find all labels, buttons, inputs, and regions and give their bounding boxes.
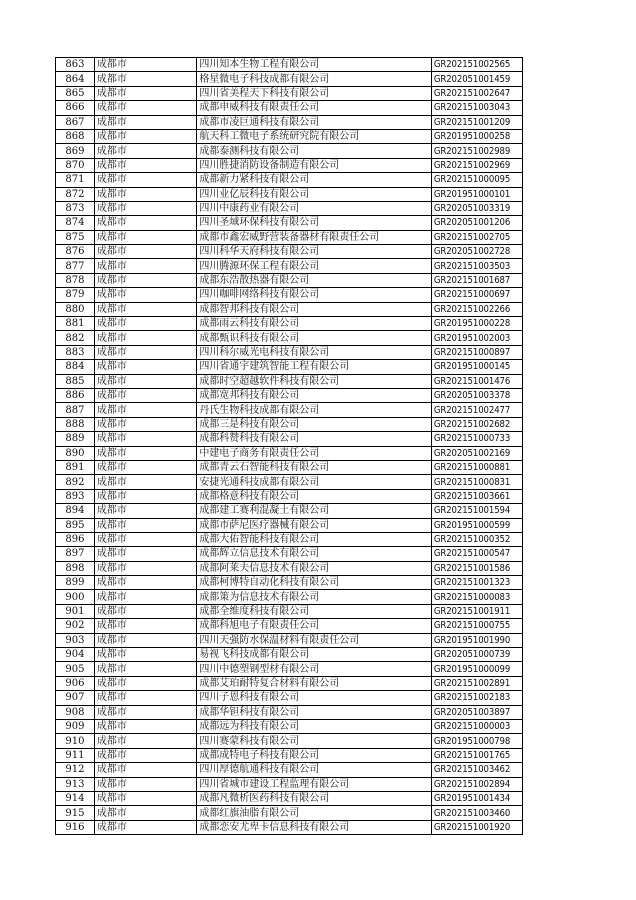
row-city: 成都市 [94,691,196,705]
table-row [56,216,523,230]
row-certificate-code: GR202051002728 [431,245,522,259]
table-row [56,691,523,705]
row-number: 916 [56,820,95,834]
row-certificate-code: GR202151000733 [431,432,522,446]
table-row [56,777,523,791]
row-city: 成都市 [94,288,196,302]
row-company-name: 成都全维度科技有限公司 [197,604,432,618]
row-city: 成都市 [94,403,196,417]
table-row [56,576,523,590]
row-certificate-code: GR202051003897 [431,705,522,719]
row-city: 成都市 [94,345,196,359]
row-number: 867 [56,115,95,129]
row-certificate-code: GR202151003043 [431,101,522,115]
row-number: 900 [56,590,95,604]
row-number: 878 [56,273,95,287]
row-certificate-code: GR202151002705 [431,230,522,244]
row-city: 成都市 [94,604,196,618]
row-company-name: 成都时空超越软件科技有限公司 [197,374,432,388]
row-certificate-code: GR202151001911 [431,604,522,618]
row-company-name: 成都青云石智能科技有限公司 [197,460,432,474]
row-company-name: 四川省美程天下科技有限公司 [197,86,432,100]
table-row [56,403,523,417]
row-company-name: 成都艾珀耐特复合材料有限公司 [197,676,432,690]
row-certificate-code: GR202151002894 [431,777,522,791]
table-row [56,417,523,431]
table-row [56,432,523,446]
row-company-name: 四川子恩科技有限公司 [197,691,432,705]
table-row [56,72,523,86]
row-city: 成都市 [94,317,196,331]
row-city: 成都市 [94,734,196,748]
row-company-name: 成都甄识科技有限公司 [197,331,432,345]
row-certificate-code: GR202151000003 [431,719,522,733]
row-number: 865 [56,86,95,100]
row-company-name: 成都智邦科技有限公司 [197,302,432,316]
row-city: 成都市 [94,460,196,474]
row-number: 879 [56,288,95,302]
row-certificate-code: GR202151003503 [431,259,522,273]
row-number: 898 [56,561,95,575]
table-row [56,86,523,100]
table-row [56,763,523,777]
row-number: 894 [56,504,95,518]
table-row [56,460,523,474]
row-company-name: 四川圣域环保科技有限公司 [197,216,432,230]
row-city: 成都市 [94,273,196,287]
table-body [56,58,523,835]
row-number: 869 [56,144,95,158]
row-company-name: 成都策为信息技术有限公司 [197,590,432,604]
row-certificate-code: GR202151000352 [431,532,522,546]
row-city: 成都市 [94,576,196,590]
row-number: 871 [56,173,95,187]
row-certificate-code: GR201951000798 [431,734,522,748]
row-city: 成都市 [94,187,196,201]
row-certificate-code: GR202051001206 [431,216,522,230]
row-company-name: 成都格意科技有限公司 [197,489,432,503]
row-city: 成都市 [94,58,196,72]
row-company-name: 成都建工赛利混凝土有限公司 [197,504,432,518]
table-row [56,360,523,374]
row-certificate-code: GR202151001586 [431,561,522,575]
row-city: 成都市 [94,590,196,604]
row-company-name: 四川中德塑钢型材有限公司 [197,662,432,676]
table-row [56,705,523,719]
row-number: 905 [56,662,95,676]
row-number: 872 [56,187,95,201]
table-row [56,273,523,287]
row-city: 成都市 [94,216,196,230]
row-city: 成都市 [94,705,196,719]
row-company-name: 成都三是科技有限公司 [197,417,432,431]
row-number: 915 [56,806,95,820]
table-row [56,662,523,676]
row-certificate-code: GR202151002969 [431,158,522,172]
table-row [56,791,523,805]
table-row [56,331,523,345]
row-certificate-code: GR202151002477 [431,403,522,417]
row-company-name: 成都大佑智能科技有限公司 [197,532,432,546]
row-certificate-code: GR202151002647 [431,86,522,100]
row-number: 902 [56,619,95,633]
table-row [56,388,523,402]
row-number: 866 [56,101,95,115]
row-company-name: 四川赛蒙科技有限公司 [197,734,432,748]
row-company-name: 成都科赞科技有限公司 [197,432,432,446]
table-row [56,187,523,201]
row-city: 成都市 [94,245,196,259]
row-city: 成都市 [94,791,196,805]
table-row [56,158,523,172]
row-company-name: 成都宽邦科技有限公司 [197,388,432,402]
row-company-name: 成都市凌巨通科技有限公司 [197,115,432,129]
row-certificate-code: GR202151000547 [431,547,522,561]
table-row [56,504,523,518]
row-certificate-code: GR201951002003 [431,331,522,345]
row-certificate-code: GR202051001459 [431,72,522,86]
row-city: 成都市 [94,763,196,777]
row-certificate-code: GR201951000258 [431,129,522,143]
row-city: 成都市 [94,360,196,374]
row-city: 成都市 [94,820,196,834]
row-number: 891 [56,460,95,474]
table-row [56,590,523,604]
table-row [56,245,523,259]
table-row [56,619,523,633]
table-row [56,201,523,215]
row-city: 成都市 [94,518,196,532]
row-number: 870 [56,158,95,172]
row-number: 868 [56,129,95,143]
row-city: 成都市 [94,331,196,345]
row-company-name: 四川天强防水保温材料有限责任公司 [197,633,432,647]
row-company-name: 成都雨云科技有限公司 [197,317,432,331]
row-certificate-code: GR202151002989 [431,144,522,158]
row-number: 873 [56,201,95,215]
row-city: 成都市 [94,532,196,546]
row-number: 911 [56,748,95,762]
row-number: 914 [56,791,95,805]
row-certificate-code: GR201951000099 [431,662,522,676]
row-certificate-code: GR202151001920 [431,820,522,834]
row-certificate-code: GR202151000697 [431,288,522,302]
row-certificate-code: GR202151002891 [431,676,522,690]
table-row [56,115,523,129]
row-company-name: 成都新力紧科技有限公司 [197,173,432,187]
row-company-name: 成都华钽科技有限公司 [197,705,432,719]
row-city: 成都市 [94,115,196,129]
row-number: 893 [56,489,95,503]
row-company-name: 成都东浩散热器有限公司 [197,273,432,287]
row-city: 成都市 [94,230,196,244]
row-number: 899 [56,576,95,590]
row-company-name: 成都红旗油脂有限公司 [197,806,432,820]
row-number: 876 [56,245,95,259]
row-city: 成都市 [94,748,196,762]
row-city: 成都市 [94,72,196,86]
row-certificate-code: GR202051002169 [431,446,522,460]
row-number: 909 [56,719,95,733]
row-city: 成都市 [94,489,196,503]
row-number: 881 [56,317,95,331]
row-number: 904 [56,648,95,662]
table-row [56,489,523,503]
table-row [56,58,523,72]
row-city: 成都市 [94,633,196,647]
row-company-name: 四川中康药业有限公司 [197,201,432,215]
row-company-name: 四川科华天府科技有限公司 [197,245,432,259]
row-company-name: 成都泰测科技有限公司 [197,144,432,158]
row-number: 906 [56,676,95,690]
row-company-name: 成都市鑫宏威野营装备器材有限责任公司 [197,230,432,244]
row-number: 913 [56,777,95,791]
row-certificate-code: GR202151000095 [431,173,522,187]
row-certificate-code: GR202151000897 [431,345,522,359]
row-number: 877 [56,259,95,273]
row-company-name: 中建电子商务有限责任公司 [197,446,432,460]
row-city: 成都市 [94,547,196,561]
row-city: 成都市 [94,173,196,187]
row-certificate-code: GR201951000101 [431,187,522,201]
row-city: 成都市 [94,86,196,100]
table-row [56,144,523,158]
row-company-name: 易视飞科技成都有限公司 [197,648,432,662]
table-row [56,259,523,273]
row-number: 910 [56,734,95,748]
row-certificate-code: GR202151000083 [431,590,522,604]
row-city: 成都市 [94,201,196,215]
row-certificate-code: GR201951001990 [431,633,522,647]
table-row [56,302,523,316]
row-certificate-code: GR202151003462 [431,763,522,777]
row-company-name: 成都远为科技有限公司 [197,719,432,733]
row-certificate-code: GR202151000755 [431,619,522,633]
row-certificate-code: GR202151001323 [431,576,522,590]
table-row [56,561,523,575]
row-certificate-code: GR201951000599 [431,518,522,532]
table-row [56,532,523,546]
table-row [56,820,523,834]
row-city: 成都市 [94,504,196,518]
row-company-name: 安捷光通科技成都有限公司 [197,475,432,489]
row-city: 成都市 [94,446,196,460]
row-company-name: 四川厚德航通科技有限公司 [197,763,432,777]
row-company-name: 成都申威科技有限责任公司 [197,101,432,115]
row-company-name: 四川知本生物工程有限公司 [197,58,432,72]
row-city: 成都市 [94,806,196,820]
row-number: 912 [56,763,95,777]
row-certificate-code: GR201951001434 [431,791,522,805]
row-city: 成都市 [94,676,196,690]
row-company-name: 成都阿莱夫信息技术有限公司 [197,561,432,575]
row-company-name: 成都科旭电子有限责任公司 [197,619,432,633]
row-city: 成都市 [94,101,196,115]
row-city: 成都市 [94,388,196,402]
row-city: 成都市 [94,144,196,158]
table-row [56,475,523,489]
row-certificate-code: GR202151003661 [431,489,522,503]
row-city: 成都市 [94,432,196,446]
row-number: 875 [56,230,95,244]
row-company-name: 四川腾源环保工程有限公司 [197,259,432,273]
row-number: 890 [56,446,95,460]
table-row [56,288,523,302]
row-city: 成都市 [94,662,196,676]
row-city: 成都市 [94,158,196,172]
row-city: 成都市 [94,475,196,489]
row-city: 成都市 [94,302,196,316]
table-row [56,446,523,460]
row-number: 874 [56,216,95,230]
row-company-name: 四川省城市建设工程监理有限公司 [197,777,432,791]
row-company-name: 四川业亿辰科技有限公司 [197,187,432,201]
row-certificate-code: GR202151002682 [431,417,522,431]
company-list-table [55,57,523,835]
row-certificate-code: GR202151002266 [431,302,522,316]
row-number: 864 [56,72,95,86]
row-certificate-code: GR202151001765 [431,748,522,762]
row-city: 成都市 [94,619,196,633]
row-certificate-code: GR202051003378 [431,388,522,402]
table-row [56,101,523,115]
row-city: 成都市 [94,561,196,575]
row-company-name: 航天科工微电子系统研究院有限公司 [197,129,432,143]
row-company-name: 成都成特电子科技有限公司 [197,748,432,762]
row-company-name: 四川胜捷消防设备制造有限公司 [197,158,432,172]
row-certificate-code: GR202151001594 [431,504,522,518]
row-city: 成都市 [94,777,196,791]
row-city: 成都市 [94,417,196,431]
row-company-name: 四川咖啡网络科技有限公司 [197,288,432,302]
table-row [56,748,523,762]
row-certificate-code: GR202151003460 [431,806,522,820]
row-certificate-code: GR201951000145 [431,360,522,374]
row-company-name: 四川省通宇建筑智能工程有限公司 [197,360,432,374]
table-row [56,719,523,733]
row-number: 885 [56,374,95,388]
row-certificate-code: GR202151002183 [431,691,522,705]
row-number: 896 [56,532,95,546]
row-number: 901 [56,604,95,618]
table-row [56,648,523,662]
row-company-name: 丹氏生物科技成都有限公司 [197,403,432,417]
table-row [56,317,523,331]
row-city: 成都市 [94,129,196,143]
row-certificate-code: GR202151000831 [431,475,522,489]
row-certificate-code: GR202151001209 [431,115,522,129]
row-company-name: 成都市萨尼医疗器械有限公司 [197,518,432,532]
row-city: 成都市 [94,648,196,662]
row-number: 908 [56,705,95,719]
table-row [56,676,523,690]
row-certificate-code: GR201951000228 [431,317,522,331]
table-row [56,518,523,532]
table-row [56,374,523,388]
table-row [56,604,523,618]
row-number: 892 [56,475,95,489]
row-city: 成都市 [94,259,196,273]
table-row [56,230,523,244]
row-company-name: 成都柯博特自动化科技有限公司 [197,576,432,590]
row-number: 880 [56,302,95,316]
row-number: 889 [56,432,95,446]
table-row [56,173,523,187]
row-number: 895 [56,518,95,532]
table-row [56,806,523,820]
row-number: 882 [56,331,95,345]
row-certificate-code: GR202151000881 [431,460,522,474]
row-certificate-code: GR202151002565 [431,58,522,72]
row-certificate-code: GR202051000739 [431,648,522,662]
row-number: 897 [56,547,95,561]
row-company-name: 成都凡微析医药科技有限公司 [197,791,432,805]
row-company-name: 格星微电子科技成都有限公司 [197,72,432,86]
row-company-name: 成都辉立信息技术有限公司 [197,547,432,561]
table-row [56,633,523,647]
row-number: 887 [56,403,95,417]
table-row [56,547,523,561]
table-row [56,345,523,359]
table-row [56,129,523,143]
row-certificate-code: GR202051003319 [431,201,522,215]
row-number: 907 [56,691,95,705]
row-certificate-code: GR202151001687 [431,273,522,287]
row-number: 886 [56,388,95,402]
row-city: 成都市 [94,719,196,733]
row-company-name: 四川科尔威光电科技有限公司 [197,345,432,359]
row-number: 888 [56,417,95,431]
row-city: 成都市 [94,374,196,388]
row-certificate-code: GR202151001476 [431,374,522,388]
row-number: 863 [56,58,95,72]
row-number: 903 [56,633,95,647]
row-number: 884 [56,360,95,374]
row-company-name: 成都恋安尤卑卡信息科技有限公司 [197,820,432,834]
row-number: 883 [56,345,95,359]
table-row [56,734,523,748]
